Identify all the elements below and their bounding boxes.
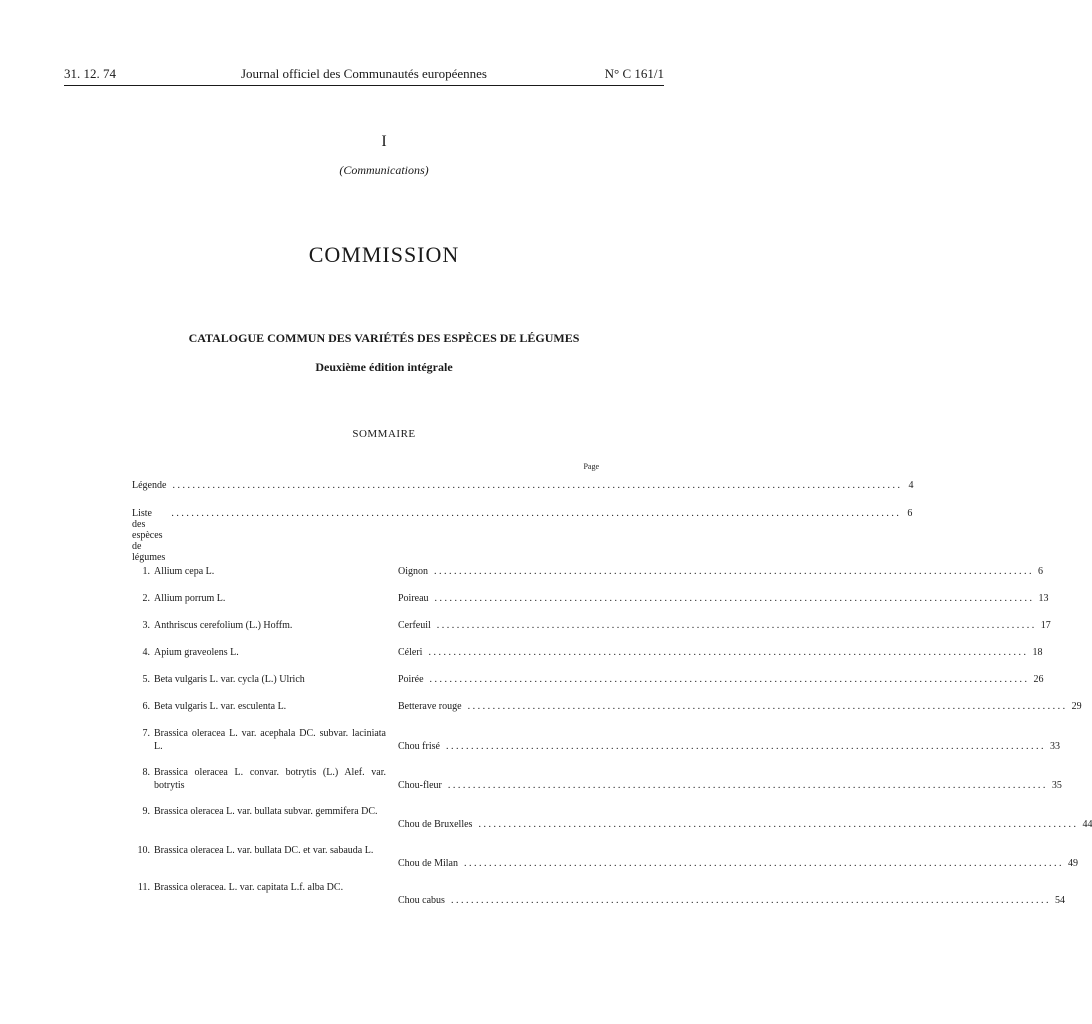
species-number: 5. [142,674,150,685]
species-number: 3. [142,620,150,631]
scientific-name: Brassica oleracea L. var. bullata DC. et var. sabauda L. [154,845,374,856]
species-number: 8. [142,767,150,778]
common-name-line [398,619,1051,632]
species-number: 6. [142,701,150,712]
edition-subtitle: Deuxième édition intégrale [315,360,453,374]
scientific-name: Brassica oleracea. L. var. capitata L.f. alba DC. [154,882,344,893]
header-date: 31. 12. 74 [64,66,116,81]
toc-page: 4 [908,480,914,491]
scientific-name: Beta vulgaris L. var. esculenta L. [154,701,287,712]
common-name-line [398,740,1060,753]
dot-leader: ........................................................................................................................ [434,566,1034,577]
section-label: (Communications) [339,163,429,177]
header-journal-title: Journal officiel des Communautés européennes [241,66,487,81]
common-name-line [398,673,1044,686]
dot-leader: ........................................................................................................................ [450,895,1051,906]
common-name: Poireau [398,593,429,604]
common-name-line [398,565,1043,578]
species-number: 11. [137,882,150,893]
common-name: Céleri [398,647,423,658]
species-page: 6 [1038,566,1043,577]
common-name-line [398,857,1078,870]
common-name: Oignon [398,566,428,577]
species-number: 9. [142,806,150,817]
toc-page: 6 [907,508,913,519]
species-number: 10. [137,845,150,856]
dot-leader: ........................................................................................................................ [478,819,1079,830]
dot-leader: ........................................................................................................................ [428,647,1029,658]
institution-heading: COMMISSION [308,242,460,267]
common-name-line [398,592,1049,605]
common-name-line [398,818,1092,831]
species-number: 4. [142,647,150,658]
catalogue-title: CATALOGUE COMMUN DES VARIÉTÉS DES ESPÈCES DE LÉGUMES [188,331,580,345]
toc-line-species-list [132,508,913,563]
contents-heading: SOMMAIRE [352,428,416,440]
scientific-name: Anthriscus cerefolium (L.) Hoffm. [154,620,293,631]
common-name: Chou de Milan [398,858,458,869]
header-issue-number: N° C 161/1 [604,66,664,81]
common-name-line [398,779,1062,792]
page-header [64,66,664,86]
scientific-name: Allium cepa L. [154,566,215,577]
common-name: Chou-fleur [398,780,442,791]
species-page: 33 [1049,741,1060,752]
header-rule [64,85,664,86]
common-name: Chou de Bruxelles [398,819,473,830]
scientific-name: Apium graveolens L. [154,647,239,658]
dot-leader: ........................................................................................................................ [429,674,1030,685]
scientific-name: Brassica oleracea L. var. acephala DC. subvar. laciniata L. [154,728,386,752]
common-name: Chou frisé [398,741,440,752]
dot-leader: .................................................................................................................................................. [172,480,903,491]
common-name-line [398,894,1065,907]
species-page: 44 [1082,819,1092,830]
species-page: 26 [1033,674,1044,685]
dot-leader: ........................................................................................................................ [467,701,1068,712]
dot-leader: ........................................................................................................................ [447,780,1048,791]
species-number: 7. [142,728,150,739]
species-page: 29 [1071,701,1082,712]
common-name: Poirée [398,674,424,685]
dot-leader: ........................................................................................................................ [445,741,1046,752]
species-number: 1. [142,566,150,577]
scientific-name: Brassica oleracea L. convar. botrytis (L.) Alef. var. botrytis [154,767,386,791]
species-page: 35 [1051,780,1062,791]
common-name: Chou cabus [398,895,445,906]
toc-line-legende [132,480,914,494]
common-name: Cerfeuil [398,620,431,631]
species-page: 18 [1032,647,1043,658]
species-page: 17 [1040,620,1051,631]
toc-label: Légende [132,480,167,491]
species-page: 49 [1068,858,1078,869]
dot-leader: ........................................................................................................................ [434,593,1035,604]
page-column-label: Page [583,462,599,471]
common-name-line [398,700,1082,713]
dot-leader: .................................................................................................................................................. [171,508,902,519]
scientific-name: Allium porrum L. [154,593,226,604]
species-page: 54 [1054,895,1065,906]
dot-leader: ........................................................................................................................ [436,620,1037,631]
species-page: 13 [1038,593,1049,604]
dot-leader: ........................................................................................................................ [464,858,1064,869]
species-number: 2. [142,593,150,604]
scientific-name: Brassica oleracea L. var. bullata subvar. gemmifera DC. [154,806,378,817]
common-name: Betterave rouge [398,701,462,712]
common-name-line [398,646,1043,659]
section-numeral: I [381,133,387,150]
toc-label: Liste des espèces de légumes [132,508,166,563]
scientific-name: Beta vulgaris L. var. cycla (L.) Ulrich [154,674,305,685]
